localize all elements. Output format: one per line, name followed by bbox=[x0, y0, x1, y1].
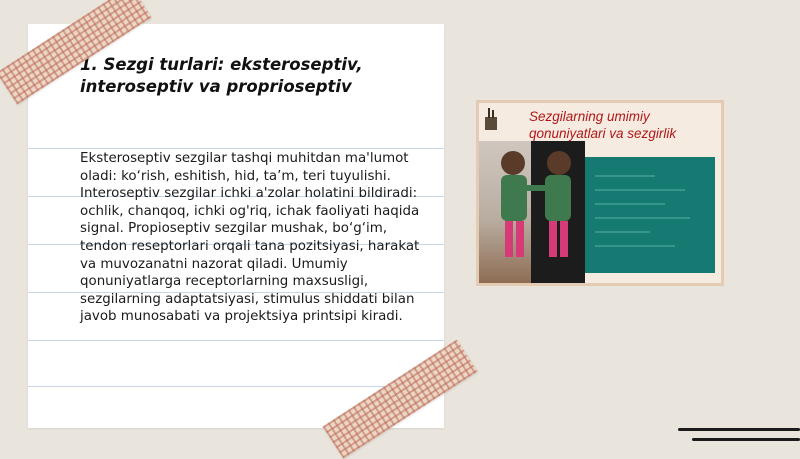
slide-title: 1. Sezgi turlari: eksteroseptiv, interoseptiv va proprioseptiv bbox=[80, 55, 363, 96]
faint-text-line bbox=[595, 217, 690, 219]
decorative-line bbox=[678, 428, 800, 431]
child-mirror-photo bbox=[479, 141, 585, 283]
faint-text-line bbox=[595, 231, 650, 233]
faint-text-line bbox=[595, 175, 655, 177]
faint-text-line bbox=[595, 189, 685, 191]
faint-text-line bbox=[595, 245, 675, 247]
teal-text-panel bbox=[585, 157, 715, 273]
paper-rule-line bbox=[28, 340, 444, 341]
paper-rule-line bbox=[28, 148, 444, 149]
child-figures-illustration bbox=[479, 141, 585, 283]
decorative-line bbox=[692, 438, 800, 441]
embedded-slide-image bbox=[476, 100, 724, 286]
image-card-title: Sezgilarning umimiy qonuniyatlari va sezgirlik bbox=[529, 109, 677, 141]
pencil-cup-icon bbox=[483, 107, 499, 131]
slide-body-text: Eksteroseptiv sezgilar tashqi muhitdan ma'lumot oladi: ko‘rish, eshitish, hid, ta’m, teri tuyulishi. Interoseptiv sezgilar ichki a'zolar holatini bildiradi: ochlik, chanqoq, ichki og'riq, ichak faoliyati haqida signal. Propioseptiv sezgilar mushak, bo‘g‘im, tendon reseptorlari orqali tana pozitsiyasi, harakat va muvozanatni nazorat qiladi. Umumiy qonuniyatlarga receptorlarning maxsusligi, sezgilarning adaptatsiyasi, stimulus shiddati bilan javob munosabati va projektsiya printsipi kiradi. bbox=[80, 151, 420, 325]
faint-text-line bbox=[595, 203, 665, 205]
notebook-paper-card bbox=[28, 24, 444, 428]
